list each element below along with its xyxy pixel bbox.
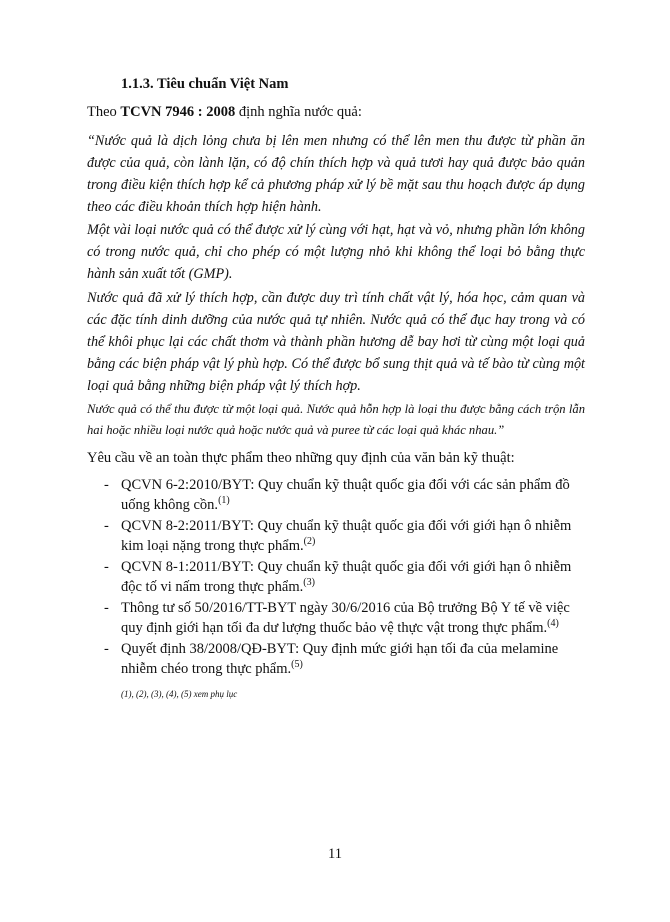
list-item [104, 475, 584, 515]
footnote-ref: (2) [303, 536, 316, 547]
footnote-ref: (4) [547, 618, 559, 629]
list-dash: - [104, 641, 109, 657]
intro-suffix: định nghĩa nước quả: [235, 104, 362, 120]
list-item-body: QCVN 8-1:2011/BYT: Quy chuẩn kỹ thuật quốc gia đối với giới hạn ô nhiễm độc tố vi nấm trong thực phẩm. [121, 559, 572, 595]
definition-quote-2: Một vài loại nước quả có thể được xử lý cùng với hạt, hạt và vỏ, nhưng phần lớn không có trong nước quả, chỉ cho phép có một lượng nhỏ khi không thể loại bỏ bằng thực hành sản xuất tốt (GMP). [87, 222, 585, 282]
list-item-text [121, 516, 584, 556]
intro-paragraph [87, 104, 362, 121]
list-item [104, 639, 584, 679]
list-dash: - [104, 518, 109, 534]
list-item-body: Thông tư số 50/2016/TT-BYT ngày 30/6/2016 của Bộ trưởng Bộ Y tế về việc quy định giới hạn tối đa dư lượng thuốc bảo vệ thực vật trong thực phẩm. [121, 600, 570, 636]
list-item-text [121, 557, 584, 597]
definition-quote-1: “Nước quả là dịch lỏng chưa bị lên men nhưng có thể lên men thu được từ phần ăn được của quả, còn lành lặn, có độ chín thích hợp và quả tươi hay quả được bảo quản trong điều kiện thích hợp kể cả phương pháp xử lý bề mặt sau thu hoạch được áp dụng theo các điều khoản thích hợp hiện hành. [87, 133, 585, 215]
page-number: 11 [328, 846, 342, 862]
list-item [104, 557, 584, 597]
footnote-ref: (5) [291, 659, 303, 670]
section-heading: 1.1.3. Tiêu chuẩn Việt Nam [121, 76, 289, 92]
definition-quote-3: Nước quả đã xử lý thích hợp, cần được duy trì tính chất vật lý, hóa học, cảm quan và các đặc tính dinh dưỡng của nước quả tự nhiên. Nước quả có thể đục hay trong và có thể khôi phục lại các chất thơm và thành phần hương dễ bay hơi từ cùng một loại quả bằng các biện pháp vật lý phù hợp. Có thể được bổ sung thịt quả và tế bào từ cùng một loại quả bằng những biện pháp vật lý thích hợp. [87, 290, 585, 394]
list-item-body: Quyết định 38/2008/QĐ-BYT: Quy định mức giới hạn tối đa của melamine nhiễm chéo trong thực phẩm. [121, 641, 559, 677]
list-item-text [121, 475, 584, 515]
intro-prefix: Theo [87, 104, 121, 120]
list-item [104, 598, 584, 638]
list-dash: - [104, 477, 109, 493]
list-item-text [121, 639, 584, 679]
appendix-note: (1), (2), (3), (4), (5) xem phụ lục [121, 689, 238, 699]
definition-quote-4: Nước quả có thể thu được từ một loại quả. Nước quả hỗn hợp là loại thu được bằng cách trộn lẫn hai hoặc nhiều loại nước quả hoặc nước quả và puree từ các loại quả khác nhau.” [87, 402, 585, 437]
list-item-body: QCVN 8-2:2011/BYT: Quy chuẩn kỹ thuật quốc gia đối với giới hạn ô nhiễm kim loại nặng trong thực phẩm. [121, 518, 572, 554]
list-item-body: QCVN 6-2:2010/BYT: Quy chuẩn kỹ thuật quốc gia đối với các sản phẩm đồ uống không cồn. [121, 477, 570, 513]
list-item [104, 516, 584, 556]
list-dash: - [104, 559, 109, 575]
requirements-intro: Yêu cầu về an toàn thực phẩm theo những quy định của văn bản kỹ thuật: [87, 450, 515, 466]
footnote-ref: (3) [303, 577, 315, 588]
footnote-ref: (1) [218, 495, 230, 506]
list-item-text [121, 598, 584, 638]
regulation-list [104, 475, 584, 680]
list-dash: - [104, 600, 109, 616]
standard-code: TCVN 7946 : 2008 [120, 104, 236, 120]
